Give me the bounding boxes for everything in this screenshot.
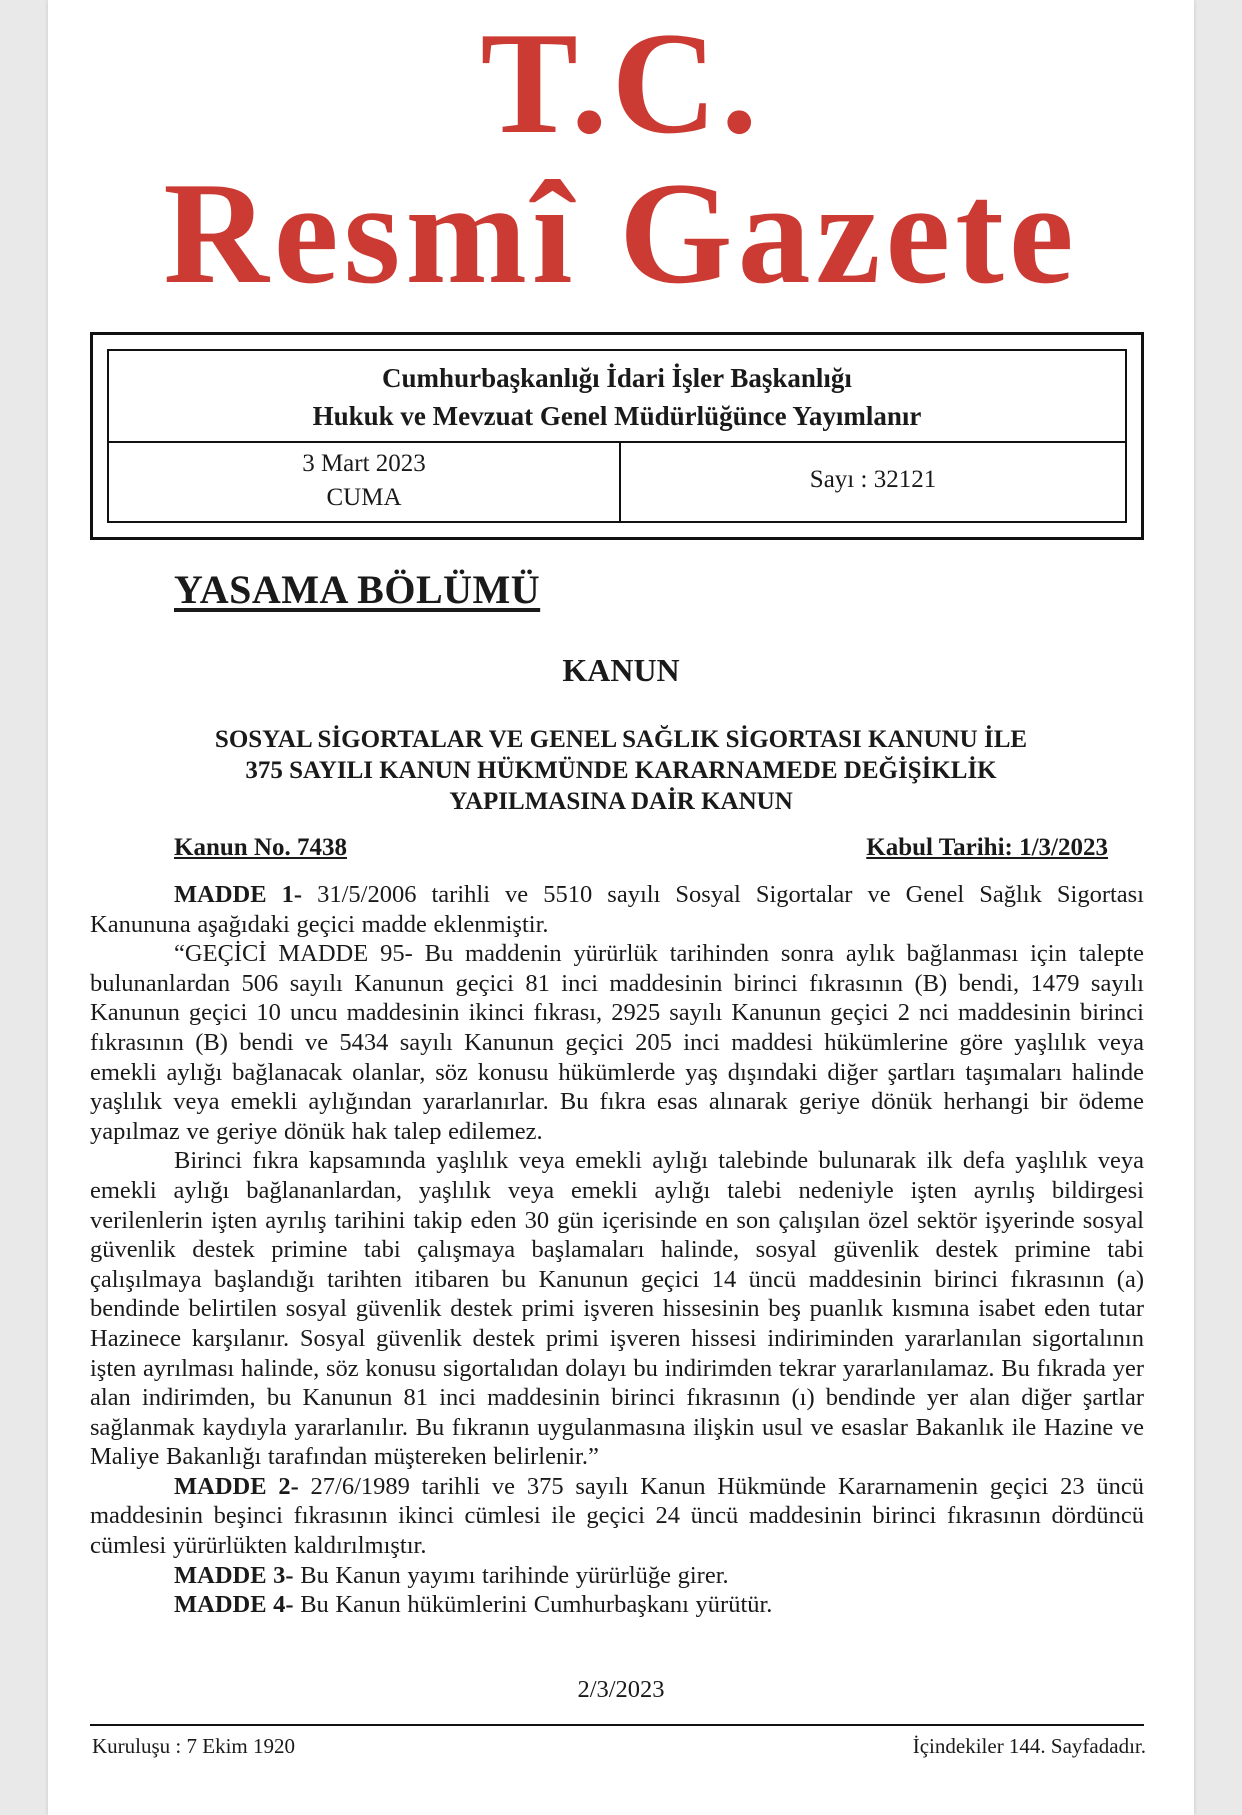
issue-date: 3 Mart 2023 bbox=[302, 450, 426, 477]
article-paragraph bbox=[90, 939, 1144, 1146]
publication-info-inner bbox=[107, 349, 1127, 523]
publisher-line-1: Cumhurbaşkanlığı İdari İşler Başkanlığı bbox=[382, 363, 852, 393]
publication-info-box bbox=[90, 332, 1144, 540]
article-paragraph bbox=[90, 1472, 1144, 1561]
article-paragraph bbox=[90, 880, 1144, 939]
section-title: YASAMA BÖLÜMÜ bbox=[174, 567, 541, 612]
law-title-line-1: SOSYAL SİGORTALAR VE GENEL SAĞLIK SİGORTASI KANUNU İLE bbox=[214, 726, 1028, 753]
issue-number: Sayı : 32121 bbox=[809, 466, 937, 493]
masthead-tc: T.C. bbox=[480, 2, 762, 164]
footer-divider bbox=[90, 1724, 1144, 1726]
article-label: MADDE 4- bbox=[174, 1591, 294, 1619]
article-label: MADDE 1- bbox=[174, 881, 303, 908]
issue-date-cell bbox=[109, 443, 621, 521]
article-paragraph bbox=[90, 1146, 1144, 1472]
article-text: “GEÇİCİ MADDE 95- Bu maddenin yürürlük tarihinden sonra aylık bağlanması için talepte bulunanlardan 506 sayılı Kanunun geçici 81 inci maddesinin birinci fıkrasının (B) bendi, 1479 sayılı Kanunun geçici 10 uncu maddesinin ikinci fıkrası, 2925 sayılı Kanunun geçici 2 nci maddesinin birinci fıkrasının (B) bendi ve 5434 sayılı Kanunun geçici 205 inci maddesi hükümlerine göre yaşlılık veya emekli aylığı bağlanacak olanlar, söz konusu hükümlerde yaş dışındaki diğer şartları taşımaları halinde yaşlılık veya emekli aylığından yararlanırlar. Bu fıkra esas alınarak geriye dönük herhangi bir ödeme yapılmaz ve geriye dönük hak talep edilemez. bbox=[90, 940, 1144, 1145]
article-paragraph bbox=[90, 1590, 1144, 1620]
article-text: Birinci fıkra kapsamında yaşlılık veya emekli aylığı talebinde bulunarak ilk defa yaşlılık veya emekli aylığı bağlananlardan, yaşlılık veya emekli aylığı talebi nedeniyle işten ayrılış bildirgesi verilenlerin işten ayrılış tarihini takip eden 30 gün içerisinde en son çalışılan özel sektör işyerinde sosyal güvenlik destek primine tabi çalışmaya başlamaları halinde, sosyal güvenlik destek primine tabi çalışılmaya başlandığı tarihten itibaren bu Kanunun geçici 14 üncü maddesinin birinci fıkrasının (a) bendinde belirtilen sosyal güvenlik destek primi işveren hissesinin beş puanlık kısmına isabet eden tutar Hazinece karşılanır. Sosyal güvenlik destek primi işveren hissesi indiriminden yararlanılan sigortalının işten ayrılması halinde, söz konusu sigortalıdan dolayı bu indirimden tekrar yararlanılamaz. Bu fıkrada yer alan indirimden, bu Kanunun 81 inci maddesinin birinci fıkrasının (ı) bendinde yer alan diğer şartlar sağlanmak kaydıyla yararlanılır. Bu fıkranın uygulanmasına ilişkin usul ve esaslar Bakanlık ile Hazine ve Maliye Bakanlığı tarafından müştereken belirlenir.” bbox=[90, 1147, 1144, 1471]
article-text: 27/6/1989 tarihli ve 375 sayılı Kanun Hükmünde Kararnamenin geçici 23 üncü maddesinin beşinci fıkrasının ikinci cümlesi ile geçici 24 üncü maddesinin birinci fıkrasının dördüncü cümlesi yürürlükten kaldırılmıştır. bbox=[90, 1472, 1144, 1560]
article-label: MADDE 3- bbox=[174, 1561, 294, 1589]
publisher-block bbox=[109, 351, 1125, 443]
law-body bbox=[90, 880, 1144, 1620]
contents-note: İçindekiler 144. Sayfadadır. bbox=[912, 1734, 1146, 1758]
law-title-line-3: YAPILMASINA DAİR KANUN bbox=[449, 788, 793, 815]
issue-weekday: CUMA bbox=[326, 484, 402, 511]
issue-number-cell bbox=[621, 443, 1125, 521]
publisher-line-2: Hukuk ve Mevzuat Genel Müdürlüğünce Yayımlanır bbox=[312, 401, 922, 431]
law-title-line-2: 375 SAYILI KANUN HÜKMÜNDE KARARNAMEDE DEĞİŞİKLİK bbox=[245, 757, 997, 784]
law-title bbox=[128, 724, 1114, 817]
article-paragraph bbox=[90, 1561, 1144, 1591]
law-number: Kanun No. 7438 bbox=[174, 834, 347, 861]
article-label: MADDE 2- bbox=[174, 1472, 299, 1500]
masthead-resmi-gazete: Resmî Gazete bbox=[163, 152, 1079, 314]
gazette-page bbox=[48, 0, 1194, 1815]
acceptance-date: Kabul Tarihi: 1/3/2023 bbox=[866, 834, 1108, 861]
document-type: KANUN bbox=[562, 652, 680, 688]
article-text: Bu Kanun yayımı tarihinde yürürlüğe girer. bbox=[300, 1561, 729, 1589]
founded-note: Kuruluşu : 7 Ekim 1920 bbox=[92, 1734, 295, 1758]
article-text: 31/5/2006 tarihli ve 5510 sayılı Sosyal Sigortalar ve Genel Sağlık Sigortası Kanununa aşağıdaki geçici madde eklenmiştir. bbox=[90, 881, 1144, 938]
signed-date: 2/3/2023 bbox=[577, 1676, 665, 1703]
article-text: Bu Kanun hükümlerini Cumhurbaşkanı yürütür. bbox=[300, 1591, 773, 1619]
